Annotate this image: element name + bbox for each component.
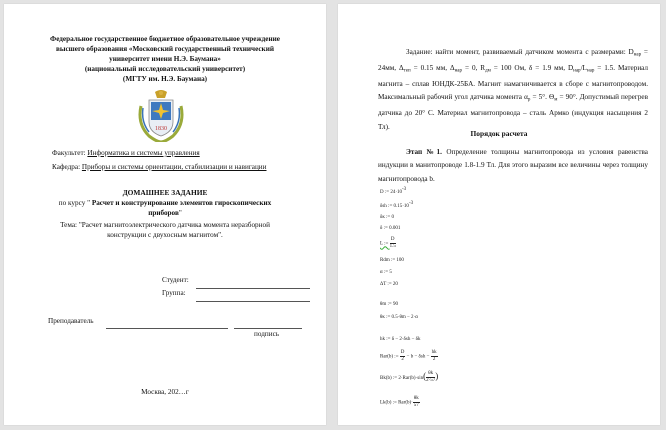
student-label: Студент: [162, 276, 189, 284]
svg-text:1830: 1830 [155, 126, 167, 132]
formula-alpha[interactable]: α := 5 [380, 270, 392, 275]
course-suffix: " [178, 209, 182, 217]
formula-theta-k[interactable]: θк := 0.5·θm − 2·α [380, 315, 418, 320]
student-name-line[interactable] [196, 288, 310, 289]
city-year: Москва, 202…г [141, 388, 189, 396]
formula-D[interactable]: D := 24·10-3 [380, 187, 407, 195]
formula-dsh[interactable]: δsh := 0.15·10-3 [380, 201, 414, 209]
department-value: Приборы и системы ориентации, стабилизации и навигации [81, 163, 267, 171]
signature-line[interactable] [234, 328, 302, 329]
formula-dT[interactable]: ΔT := 20 [380, 282, 398, 287]
formula-theta-m[interactable]: θm := 90 [380, 302, 398, 307]
course-name: Расчет и конструирование элементов гироскопических приборов [91, 199, 272, 217]
department-label: Кафедра: [52, 163, 82, 171]
formula-Lk[interactable]: Lk(b) := Rar(b)· $\frac{\theta k}{57}$ [380, 396, 419, 408]
stage-text: Определение толщины магнитопровода из условия равенства индукции в манитопроводе 1.8-1.9 Тл. Для этого выразим все величины через толщину магнитопровода b. [378, 148, 648, 183]
topic-text: Расчет магнитоэлектрического датчика момента неразборной конструкции с двухосным магнитом [81, 221, 270, 239]
task-paragraph[interactable]: Задание: найти момент, развиваемый датчиком момента с размерами: $D_{нар} = 24мм$, $\Delta_{теп} = 0.15$ мм, $\Delta_{нар} = 0$, $R_{дм} = 100$ Ом, δ = 1.9 мм, $D_{нар}/L_{нар} = 1.5$. Материал магнита – сплав ЮНДК-25БА. Магнит намагничивается в сборе с магнитопроводом. Максимальный рабочий угол датчика момента $\alpha_р = 5^\circ$. $\Theta_м = 90^\circ$. Допустимый перегрев датчика до 20° С. Материал магнитопровода – сталь Армко (индукция насыщения 2 Тл). [378, 48, 649, 131]
faculty-row [52, 149, 200, 157]
teacher-label: Преподаватель [48, 317, 94, 325]
group-label: Группа: [162, 289, 186, 297]
page-calculation [338, 4, 660, 425]
formula-dk[interactable]: δк := 0 [380, 215, 394, 220]
signature-label: подпись [254, 330, 280, 338]
topic-suffix: ". [218, 231, 223, 239]
topic-line [49, 220, 281, 240]
faculty-value: Информатика и системы управления [87, 149, 200, 157]
formula-L[interactable]: L := $\frac{D}{1.5}$ [380, 237, 396, 249]
formula-hk[interactable]: hk := δ − 2·δsh − δk [380, 337, 421, 342]
department-row [52, 163, 267, 171]
order-heading: Порядок расчета [470, 129, 528, 138]
org-line-5: (МГТУ им. Н.Э. Баумана) [122, 75, 208, 83]
homework-title: ДОМАШНЕЕ ЗАДАНИЕ [122, 188, 208, 197]
faculty-label: Факультет: [52, 149, 88, 157]
university-emblem-icon [135, 88, 187, 142]
org-line-1: Федеральное государственное бюджетное образовательное учреждение [50, 35, 280, 43]
topic-prefix: Тема: " [60, 221, 82, 229]
org-line-2: высшего образования «Московский государственный технический [56, 45, 274, 53]
stage-label: Этап №1. [406, 148, 442, 156]
organization-header [24, 34, 306, 84]
page-title-sheet [4, 4, 326, 425]
course-line [44, 198, 286, 218]
group-line[interactable] [196, 301, 310, 302]
formula-delta[interactable]: δ := 0.001 [380, 226, 401, 231]
org-line-3: университет имени Н.Э. Баумана» [109, 55, 221, 63]
formula-Bk[interactable]: Bk(b) := 2·Rar(b)·sin( $\frac{\theta k}{2\cdot 57}$ ) [380, 371, 439, 384]
formula-Rdm[interactable]: Rdm := 100 [380, 258, 404, 263]
formula-Rar[interactable]: Rar(b) := $\frac{D}{2}$ − b − δsh − $\frac{hk}{2}$ [380, 350, 437, 362]
course-prefix: по курсу " [58, 199, 92, 207]
org-line-4: (национальный исследовательский университет) [84, 65, 246, 73]
teacher-name-line[interactable] [106, 328, 228, 329]
stage-paragraph[interactable] [378, 146, 648, 186]
